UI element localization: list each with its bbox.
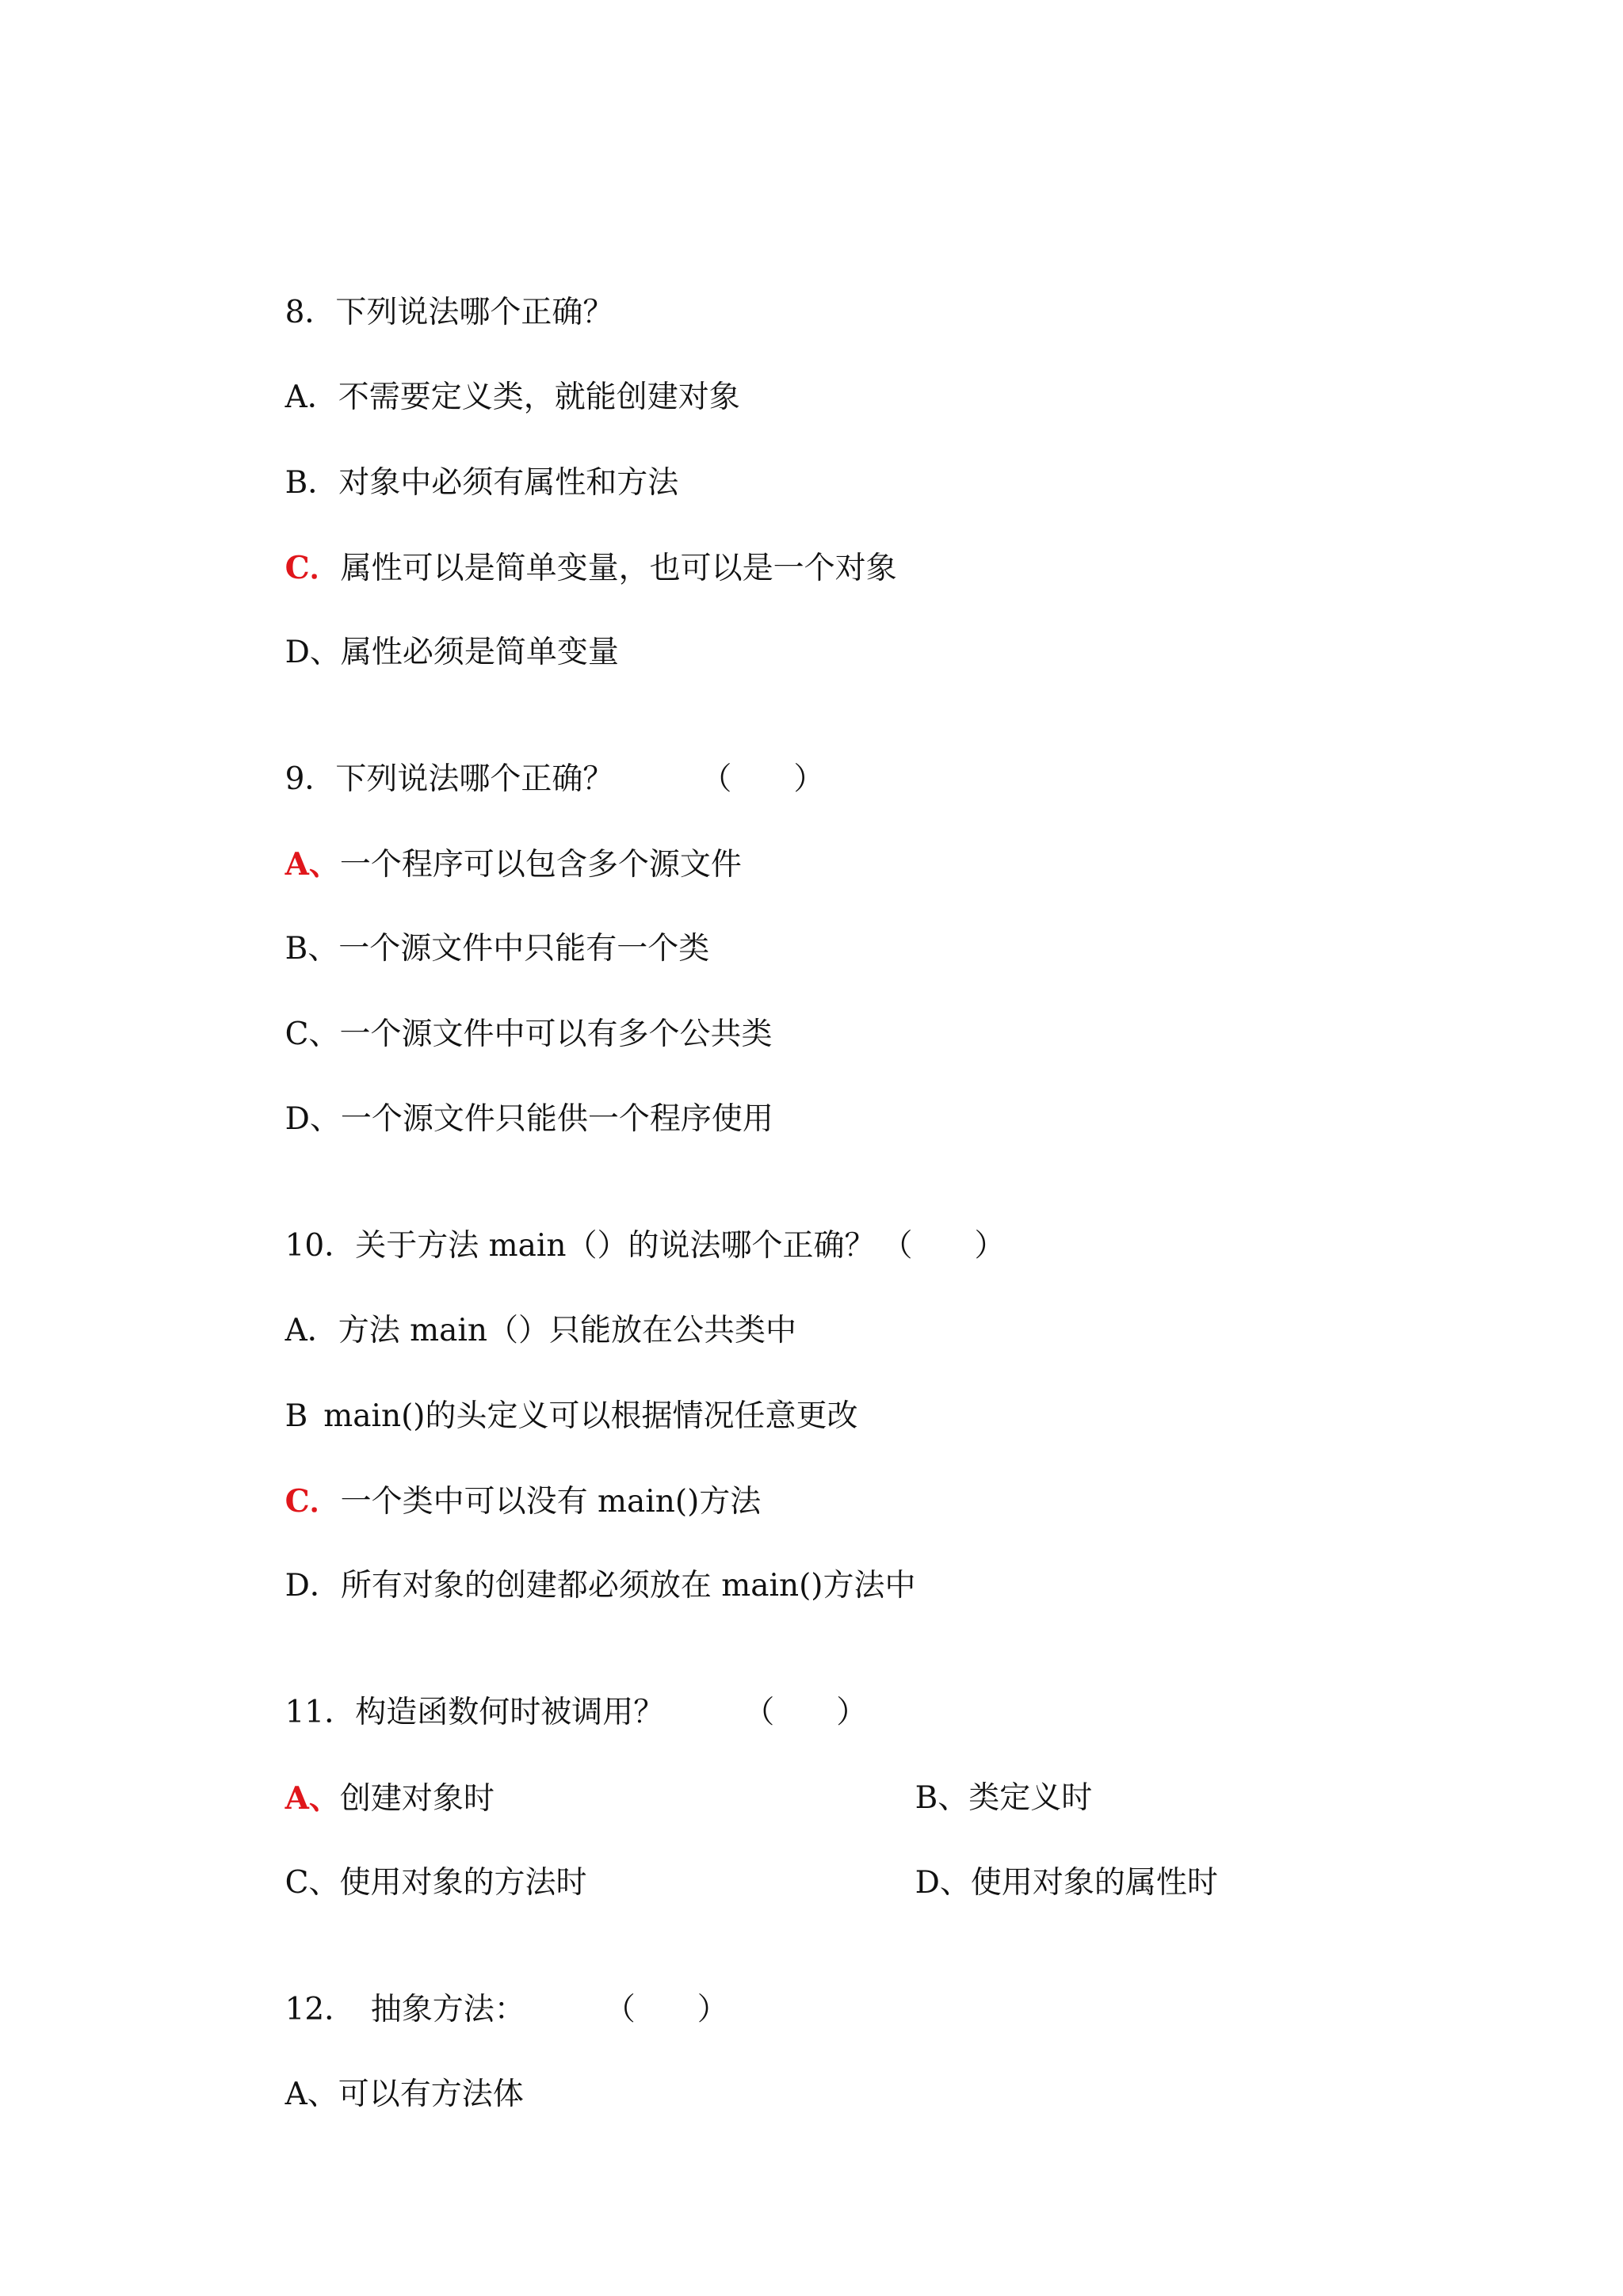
question-10-option-b [246, 1345, 858, 1434]
question-12-option-a [246, 2023, 524, 2112]
option-text: 一个程序可以包含多个源文件 [339, 847, 742, 883]
question-8-option-a [246, 326, 740, 415]
question-11-stem [246, 1642, 868, 1730]
option-letter: D． [285, 1568, 341, 1604]
option-text: 方法 main（）只能放在公共类中 [338, 1313, 796, 1348]
question-12-stem-text: 12． 抽象方法： [285, 1992, 525, 2027]
option-letter: C、 [285, 1865, 340, 1901]
option-letter: D、 [285, 1101, 341, 1137]
answer-blank: （ ） [881, 1228, 1006, 1264]
question-9-stem [246, 708, 825, 797]
question-9-stem-text: 9．下列说法哪个正确？ [285, 761, 614, 797]
question-9-option-c [246, 963, 773, 1052]
option-text: 所有对象的创建都必须放在 main()方法中 [340, 1568, 916, 1604]
question-9-option-b [246, 878, 710, 967]
option-text: 类定义时 [968, 1780, 1093, 1816]
question-10-stem [246, 1175, 1006, 1264]
option-letter: D、 [285, 635, 341, 670]
option-letter: B [285, 1398, 308, 1434]
answer-blank: （ ） [604, 1992, 728, 2027]
option-letter: B． [285, 465, 339, 501]
question-10-option-c [246, 1430, 762, 1520]
correct-answer-letter: C． [285, 1483, 341, 1520]
correct-answer-letter: A、 [285, 846, 340, 883]
question-11-option-a [246, 1727, 495, 1817]
option-text: 使用对象的方法时 [339, 1865, 587, 1901]
question-8-option-c [246, 497, 897, 586]
question-8-stem-text: 8．下列说法哪个正确？ [285, 295, 614, 330]
question-11-option-b [876, 1727, 1093, 1816]
option-text: 一个源文件中只能有一个类 [338, 931, 710, 967]
question-9-option-a [246, 793, 742, 883]
option-text: main()的头定义可以根据情况任意更改 [323, 1398, 858, 1434]
correct-answer-letter: A、 [285, 1780, 340, 1817]
question-9-option-d [246, 1048, 773, 1137]
option-letter: A、 [285, 2077, 338, 2112]
question-12-stem [246, 1939, 728, 2027]
question-8-stem [246, 242, 614, 330]
option-letter: A． [285, 1313, 338, 1348]
question-10-option-a [246, 1260, 796, 1348]
option-text: 属性可以是简单变量，也可以是一个对象 [340, 551, 897, 586]
answer-blank: （ ） [701, 761, 825, 797]
question-11-option-c [246, 1812, 587, 1901]
option-text: 一个源文件只能供一个程序使用 [340, 1101, 773, 1137]
option-letter: B、 [285, 931, 339, 967]
option-text: 使用对象的属性时 [970, 1865, 1218, 1901]
question-8-option-d [246, 582, 619, 670]
option-letter: B、 [915, 1780, 969, 1816]
option-text: 创建对象时 [339, 1781, 495, 1817]
option-letter: C、 [285, 1016, 340, 1052]
answer-blank: （ ） [743, 1695, 868, 1730]
question-11-stem-text: 11．构造函数何时被调用？ [285, 1695, 665, 1730]
option-letter: A． [285, 379, 338, 415]
question-11-option-d [876, 1812, 1218, 1901]
option-text: 一个类中可以没有 main()方法 [340, 1484, 762, 1520]
question-10-option-d [246, 1515, 916, 1604]
question-10-stem-text: 10．关于方法 main（）的说法哪个正确？ [285, 1228, 876, 1264]
option-text: 一个源文件中可以有多个公共类 [339, 1016, 773, 1052]
option-text: 不需要定义类，就能创建对象 [338, 379, 740, 415]
question-8-option-b [246, 412, 679, 501]
option-text: 属性必须是简单变量 [340, 635, 619, 670]
option-text: 可以有方法体 [338, 2077, 524, 2112]
option-text: 对象中必须有属性和方法 [338, 465, 679, 501]
correct-answer-letter: C． [285, 550, 341, 586]
option-letter: D、 [915, 1865, 971, 1901]
